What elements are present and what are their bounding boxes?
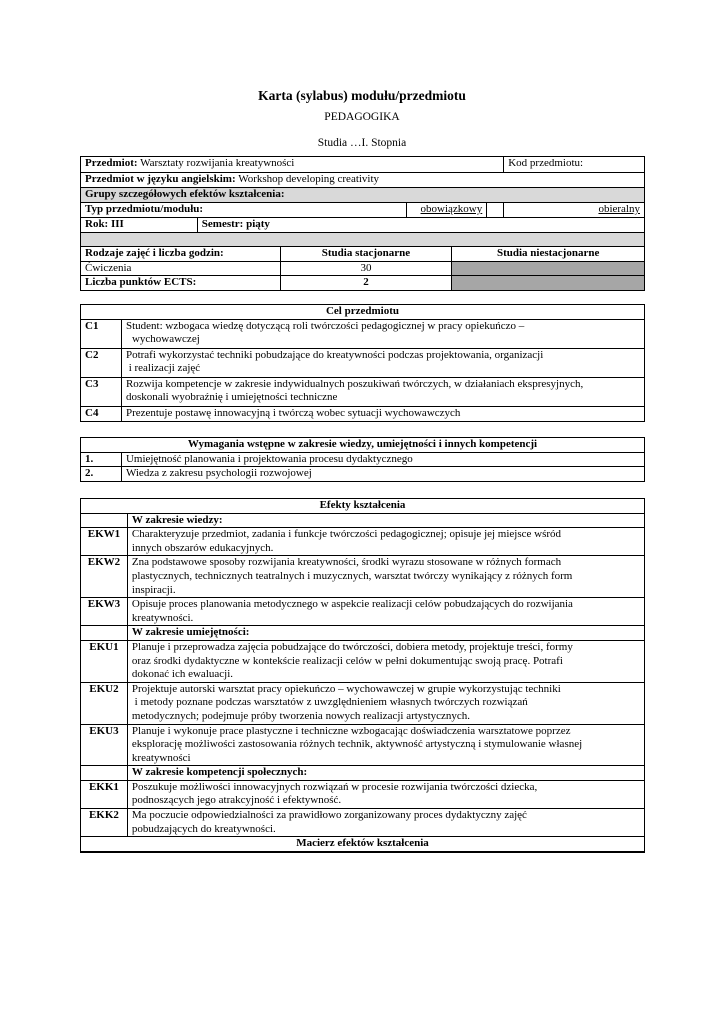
outcome-line: plastycznych, technicznych teatralnych i muzycznych, warsztat twórczy wynikający z różnych form [131,569,573,582]
objective-text [121,319,644,348]
outcome-line: innych obszarów edukacyjnych. [131,541,274,554]
hours-table [80,246,645,291]
type-elective [504,203,645,218]
objective-text [121,406,644,421]
subject-value: Warsztaty rozwijania kreatywności [140,157,295,169]
class-hours-part-time [452,261,645,276]
document-title: Karta (sylabus) modułu/przedmiotu [258,88,466,103]
outcome-text [127,780,644,808]
prerequisite-code: 2. [81,467,122,482]
ects-value: 2 [280,276,452,291]
prerequisite-text: Wiedza z zakresu psychologii rozwojowej [121,467,644,482]
learning-outcomes-table [80,498,645,853]
outcome-code: EKU2 [81,682,128,724]
objective-code: C3 [81,377,122,406]
outcome-text [127,809,644,837]
outcome-line: eksplorację możliwości zastosowania różnych technik, aktywność artystyczną i stymulowanie własnej [131,738,583,751]
outcome-text [127,682,644,724]
outcome-line: Opisuje proces planowania metodycznego w aspekcie realizacji celów pobudzających do rozwijania [131,598,573,611]
course-objectives-table [80,304,645,422]
subject-label: Przedmiot: [85,157,138,169]
outcome-code: EKW3 [81,598,128,626]
objective-line: Potrafi wykorzystać techniki pobudzające do kreatywności podczas projektowania, organizacji [125,348,544,361]
year-label: Rok: III [81,218,198,233]
outcome-line: kreatywności [131,751,191,764]
class-type-name: Ćwiczenia [81,261,281,276]
outcome-code: EKU1 [81,640,128,682]
outcome-code: EKW2 [81,556,128,598]
type-mandatory [407,203,487,218]
objectives-header: Cel przedmiotu [81,305,645,320]
prerequisites-header: Wymagania wstępne w zakresie wiedzy, umiejętności i innych kompetencji [81,438,645,453]
objective-line: doskonali wyobraźnię i umiejętności techniczne [125,391,338,404]
outcome-line: Charakteryzuje przedmiot, zadania i funkcje twórczości pedagogicznej; opisuje jej miejsce wśród [131,528,562,541]
outcome-line: i metody poznane podczas warsztatów z uwzględnieniem własnych twórczych rozwiązań [131,696,528,709]
objective-code: C1 [81,319,122,348]
objective-text [121,348,644,377]
outcomes-matrix-header: Macierz efektów kształcenia [81,837,645,852]
outcome-line: pobudzających do kreatywności. [131,822,276,835]
skills-section-label: W zakresie umiejętności: [127,626,644,641]
empty-code-cell [81,626,128,641]
prerequisite-text: Umiejętność planowania i projektowania procesu dydaktycznego [121,452,644,467]
objective-code: C4 [81,406,122,421]
english-name-cell [81,173,645,188]
outcome-text [127,528,644,556]
objective-line: Rozwija kompetencje w zakresie indywidualnych poszukiwań twórczych, w działaniach ekspresyjnych, [125,377,584,390]
study-level: Studia …I. Stopnia [317,137,407,149]
subject-cell [81,157,504,173]
outcome-line: Projektuje autorski warsztat pracy opiekuńczo – wychowawczej w grupie wykorzystując techniki [131,682,561,695]
outcome-line: Planuje i przeprowadza zajęcia pobudzające do twórczości, dobiera metody, projektuje treści, formy [131,640,573,653]
field-of-study: PEDAGOGIKA [324,111,400,123]
outcome-code: EKK2 [81,809,128,837]
outcome-line: dokonać ich ewaluacji. [131,668,234,681]
outcome-line: metodycznych; podejmuje próby tworzenia nowych realizacji artystycznych. [131,709,471,722]
objective-line: Student: wzbogaca wiedzę dotyczącą roli twórczości pedagogicznej w pracy opiekuńczo – [125,319,525,332]
outcome-groups-label: Grupy szczegółowych efektów kształcenia: [81,188,645,203]
outcome-line: Planuje i wykonuje prace plastyczne i techniczne wzbogacając doświadczenia warsztatowe poprzez [131,724,571,737]
outcome-code: EKW1 [81,528,128,556]
outcome-line: Zna podstawowe sposoby rozwijania kreatywności, środki wyrazu stosowane w różnych formach [131,556,562,569]
outcome-line: inspiracji. [131,583,176,596]
objective-line: i realizacji zajęć [125,362,201,375]
outcome-code: EKK1 [81,780,128,808]
prerequisites-table [80,437,645,482]
outcome-line: oraz środki dydaktyczne w kontekście realizacji celów w pełni dokumentując swoją pracę. Potrafi [131,654,563,667]
objective-line: Prezentuje postawę innowacyjną i twórczą wobec sytuacji wychowawczych [125,406,461,419]
objective-text [121,377,644,406]
course-type-label: Typ przedmiotu/modułu: [81,203,407,218]
outcome-code: EKU3 [81,724,128,766]
knowledge-section-label: W zakresie wiedzy: [127,513,644,528]
course-info-table [80,156,645,247]
empty-code-cell [81,766,128,781]
ects-part-time [452,276,645,291]
objective-line: wychowawczej [131,333,200,346]
outcome-text [127,640,644,682]
type-mandatory-text: obowiązkowy [420,203,483,215]
course-code-label: Kod przedmiotu: [508,157,584,169]
outcome-line: Ma poczucie odpowiedzialności za prawidłowo zorganizowany proces dydaktyczny zajęć [131,809,527,822]
outcome-text [127,556,644,598]
empty-code-cell [81,513,128,528]
english-name-label: Przedmiot w języku angielskim: [85,173,236,185]
objective-code: C2 [81,348,122,377]
semester-label: Semestr: piąty [197,218,644,233]
course-code-cell [504,157,645,173]
prerequisite-code: 1. [81,452,122,467]
type-mandatory-box[interactable] [487,203,504,218]
outcome-line: podnoszących jego atrakcyjność i efektywność. [131,794,342,807]
gray-separator [81,233,645,247]
col-full-time: Studia stacjonarne [280,247,452,262]
outcome-line: Poszukuje możliwości innowacyjnych rozwiązań w procesie rozwijania twórczości dziecka, [131,780,538,793]
english-name-value: Workshop developing creativity [238,173,380,185]
type-elective-text: obieralny [598,203,640,215]
ects-label: Liczba punktów ECTS: [81,276,281,291]
col-part-time: Studia niestacjonarne [452,247,645,262]
outcomes-header: Efekty kształcenia [81,499,645,514]
outcome-text [127,724,644,766]
outcome-line: kreatywności. [131,611,194,624]
class-hours-full-time: 30 [280,261,452,276]
hours-label: Rodzaje zajęć i liczba godzin: [81,247,281,262]
competences-section-label: W zakresie kompetencji społecznych: [127,766,644,781]
outcome-text [127,598,644,626]
